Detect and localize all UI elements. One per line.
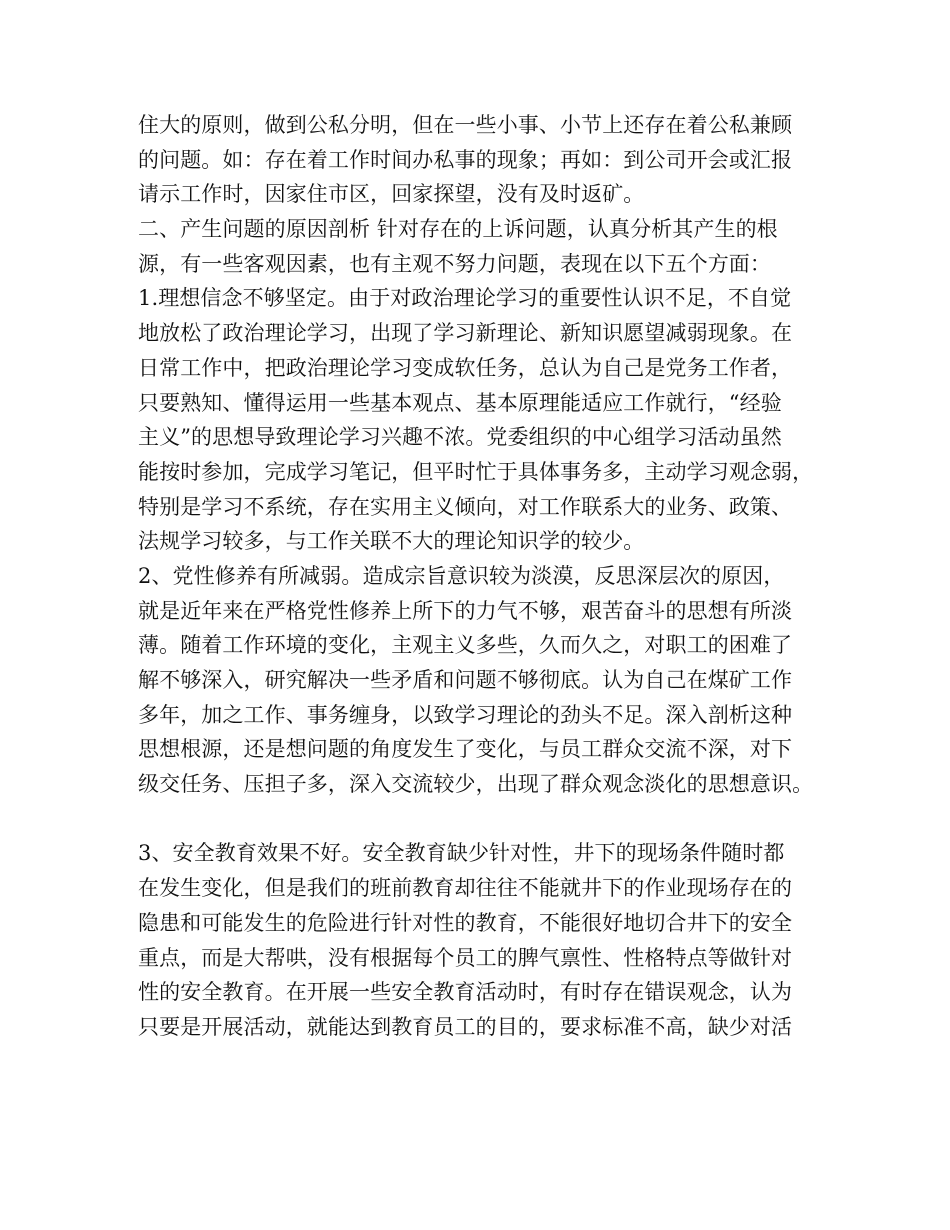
text-line: 重点，而是大帮哄，没有根据每个员工的脾气禀性、性格特点等做针对 bbox=[138, 945, 793, 970]
text-line: 只要熟知、懂得运用一些基本观点、基本原理能适应工作就行，“经验 bbox=[138, 390, 782, 415]
text-line: 能按时参加，完成学习笔记，但平时忙于具体事务多，主动学习观念弱， bbox=[138, 459, 814, 484]
text-line: 主义”的思想导致理论学习兴趣不浓。党委组织的中心组学习活动虽然 bbox=[138, 425, 782, 450]
text-line: 的问题。如：存在着工作时间办私事的现象；再如：到公司开会或汇报 bbox=[138, 147, 793, 172]
text-line: 特别是学习不系统，存在实用主义倾向，对工作联系大的业务、政策、 bbox=[138, 494, 793, 519]
text-line: 薄。随着工作环境的变化，主观主义多些，久而久之，对职工的困难了 bbox=[138, 633, 793, 658]
body-text bbox=[138, 108, 838, 1045]
paragraph-gap bbox=[138, 802, 838, 837]
text-line: 二、产生问题的原因剖析 针对存在的上诉问题，认真分析其产生的根 bbox=[138, 217, 778, 242]
text-line: 3、安全教育效果不好。安全教育缺少针对性，井下的现场条件随时都 bbox=[138, 841, 785, 866]
text-line: 级交任务、压担子多，深入交流较少，出现了群众观念淡化的思想意识。 bbox=[138, 772, 814, 797]
text-line: 性的安全教育。在开展一些安全教育活动时，有时存在错误观念，认为 bbox=[138, 980, 793, 1005]
text-line: 多年，加之工作、事务缠身，以致学习理论的劲头不足。深入剖析这种 bbox=[138, 702, 793, 727]
text-line: 法规学习较多，与工作关联不大的理论知识学的较少。 bbox=[138, 529, 645, 554]
text-line: 日常工作中，把政治理论学习变成软任务，总认为自己是党务工作者， bbox=[138, 355, 793, 380]
text-line: 地放松了政治理论学习，出现了学习新理论、新知识愿望减弱现象。在 bbox=[138, 321, 793, 346]
text-line: 1.理想信念不够坚定。由于对政治理论学习的重要性认识不足，不自觉 bbox=[138, 286, 792, 311]
text-line: 隐患和可能发生的危险进行针对性的教育，不能很好地切合井下的安全 bbox=[138, 910, 793, 935]
text-line: 只要是开展活动，就能达到教育员工的目的，要求标准不高，缺少对活 bbox=[138, 1014, 793, 1039]
text-line: 思想根源，还是想问题的角度发生了变化，与员工群众交流不深，对下 bbox=[138, 737, 793, 762]
text-line: 就是近年来在严格党性修养上所下的力气不够，艰苦奋斗的思想有所淡 bbox=[138, 598, 793, 623]
text-line: 住大的原则，做到公私分明，但在一些小事、小节上还存在着公私兼顾 bbox=[138, 113, 793, 137]
text-line: 请示工作时，因家住市区，回家探望，没有及时返矿。 bbox=[138, 182, 645, 207]
text-line: 解不够深入，研究解决一些矛盾和问题不够彻底。认为自己在煤矿工作 bbox=[138, 668, 793, 692]
text-line: 源，有一些客观因素，也有主观不努力问题，表现在以下五个方面： bbox=[138, 251, 771, 276]
text-line: 在发生变化，但是我们的班前教育却往往不能就井下的作业现场存在的 bbox=[138, 876, 793, 901]
text-line: 2、党性修养有所减弱。造成宗旨意识较为淡漠，反思深层次的原因， bbox=[138, 563, 785, 588]
